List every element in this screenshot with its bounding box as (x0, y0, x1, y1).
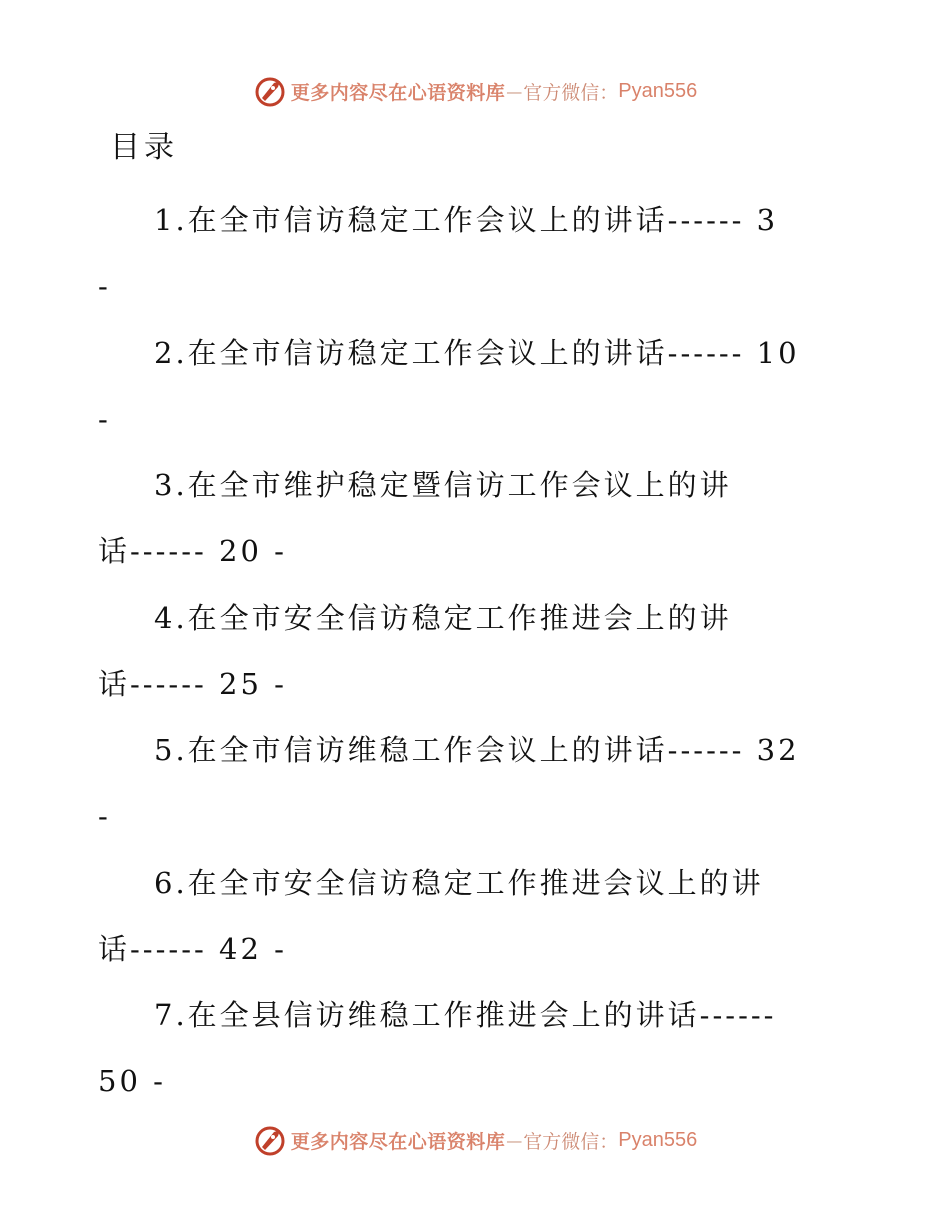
toc-entry-line2: 话------ 25 - (98, 667, 287, 701)
toc-entry-4[interactable] (98, 585, 858, 717)
toc-entry-line2: 话------ 20 - (98, 534, 287, 568)
toc-entry-line2: 话------ 42 - (98, 932, 287, 966)
header-watermark (0, 71, 950, 111)
watermark-separator: — (506, 81, 523, 101)
toc-title: 目录 (110, 130, 178, 165)
toc-entry-line1: 6.在全市安全信访稳定工作推进会议上的讲 (154, 866, 764, 900)
toc-entry-line1: 3.在全市维护稳定暨信访工作会议上的讲 (154, 468, 732, 502)
watermark-wechat-label: 官方微信： (523, 81, 619, 104)
watermark-wechat-label: 官方微信： (523, 1130, 619, 1153)
pen-nib-logo-icon (253, 1123, 287, 1157)
watermark-text: 更多内容尽在心语资料库 (290, 1130, 506, 1153)
watermark-group (253, 1123, 698, 1157)
toc-entry-line1: 5.在全市信访维稳工作会议上的讲话------ 32 (154, 733, 800, 767)
toc-entry-3[interactable] (98, 452, 858, 584)
toc-entry-6[interactable] (98, 850, 858, 982)
toc-entry-line2: 50 - (98, 1064, 166, 1098)
toc-entry-line2: - (98, 799, 111, 833)
toc-entry-7[interactable] (98, 982, 858, 1114)
toc-entry-line1: 4.在全市安全信访稳定工作推进会上的讲 (154, 601, 732, 635)
toc-entry-2[interactable] (98, 320, 858, 452)
toc-entry-line2: - (98, 269, 111, 303)
watermark-separator: — (506, 1130, 523, 1150)
toc-entry-line2: - (98, 402, 111, 436)
toc-entry-5[interactable] (98, 717, 858, 849)
toc-entry-line1: 1.在全市信访稳定工作会议上的讲话------ 3 (154, 203, 779, 237)
toc-entry-1[interactable] (98, 187, 858, 319)
watermark-wechat-id: Pyan556 (618, 79, 698, 102)
pen-nib-logo-icon (253, 74, 287, 108)
footer-watermark (0, 1120, 950, 1160)
toc-entry-line1: 2.在全市信访稳定工作会议上的讲话------ 10 (154, 336, 800, 370)
watermark-wechat-id: Pyan556 (618, 1128, 698, 1151)
watermark-group (253, 74, 698, 108)
watermark-text: 更多内容尽在心语资料库 (290, 81, 506, 104)
toc-entry-line1: 7.在全县信访维稳工作推进会上的讲话------ (154, 998, 777, 1032)
